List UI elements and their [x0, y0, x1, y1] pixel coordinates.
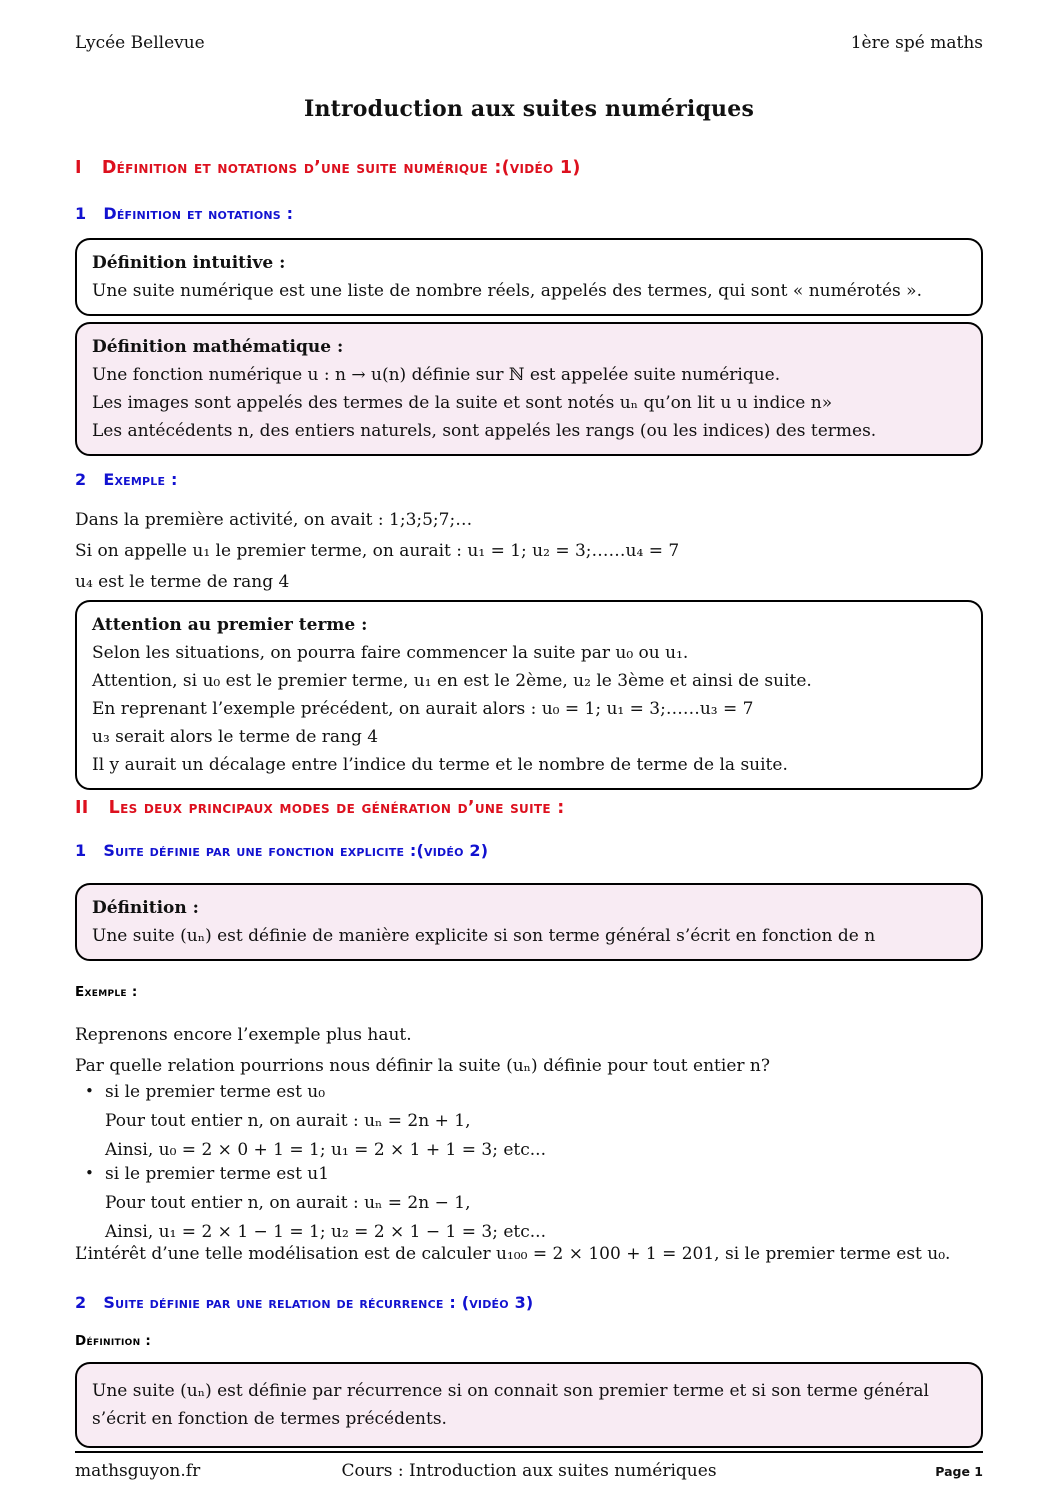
subsection-2-2-label: Suite définie par une relation de récurrence : (vidéo 3): [103, 1293, 534, 1312]
definition-intuitive-box: [75, 238, 983, 316]
footer-course-title: Cours : Introduction aux suites numériques: [341, 1461, 717, 1481]
box-line: Une suite numérique est une liste de nombre réels, appelés des termes, qui sont « numérotés ».: [92, 281, 922, 301]
document-title: Introduction aux suites numériques: [303, 96, 755, 122]
bullet-line: Pour tout entier n, on aurait : uₙ = 2n − 1,: [105, 1193, 471, 1213]
section-2-heading: [75, 798, 983, 818]
footer-site: mathsguyon.fr: [75, 1461, 201, 1481]
subsection-2-2-heading: [75, 1293, 983, 1312]
section-1-number: I: [75, 158, 82, 178]
paragraph-line: Si on appelle u₁ le premier terme, on aurait : u₁ = 1; u₂ = 3;……u₄ = 7: [75, 541, 680, 561]
box-line: u₃ serait alors le terme de rang 4: [92, 727, 379, 747]
bullet-icon: •: [85, 1082, 94, 1100]
header-class: 1ère spé maths: [850, 33, 983, 53]
page-header: [75, 33, 983, 53]
subsection-2-1-number: 1: [75, 841, 87, 860]
box-line: Les images sont appelés des termes de la suite et sont notés uₙ qu’on lit u u indice n»: [92, 393, 833, 413]
example-2-paragraph: [75, 1020, 983, 1082]
footer-page-number: Page 1: [935, 1464, 983, 1479]
bullet-line: Pour tout entier n, on aurait : uₙ = 2n + 1,: [105, 1111, 471, 1131]
box-line: En reprenant l’exemple précédent, on aurait alors : u₀ = 1; u₁ = 3;……u₃ = 7: [92, 699, 754, 719]
box-title: Définition :: [92, 898, 199, 918]
bullet-head: si le premier terme est u₀: [105, 1082, 326, 1102]
bullet-line: Ainsi, u₀ = 2 × 0 + 1 = 1; u₁ = 2 × 1 + 1 = 3; etc...: [105, 1140, 546, 1160]
attention-premier-terme-box: [75, 600, 983, 790]
footer-divider: [75, 1451, 983, 1453]
paragraph-line: Dans la première activité, on avait : 1;3;5;7;…: [75, 510, 473, 530]
box-line: Il y aurait un décalage entre l’indice du terme et le nombre de terme de la suite.: [92, 755, 788, 775]
definition-mini-heading: Définition :: [75, 1333, 152, 1349]
subsection-1-1-label: Définition et notations :: [103, 204, 294, 223]
subsection-2-1-heading: [75, 841, 983, 860]
header-school: Lycée Bellevue: [75, 33, 205, 53]
box-title: Attention au premier terme :: [92, 615, 368, 635]
bullet-item-u0: [83, 1078, 983, 1165]
box-line: Attention, si u₀ est le premier terme, u₁ en est le 2ème, u₂ le 3ème et ainsi de suite.: [92, 671, 812, 691]
page-footer: [75, 1461, 983, 1481]
definition-mathematique-box: [75, 322, 983, 456]
exemple-mini-heading: Exemple :: [75, 984, 138, 1000]
paragraph-line: u₄ est le terme de rang 4: [75, 572, 290, 592]
bullet-line: Ainsi, u₁ = 2 × 1 − 1 = 1; u₂ = 2 × 1 − 1 = 3; etc...: [105, 1222, 546, 1242]
definition-recurrence-box: [75, 1362, 983, 1448]
subsection-1-2-number: 2: [75, 470, 87, 489]
box-title: Définition intuitive :: [92, 253, 286, 273]
section-1-label: Définition et notations d’une suite numérique :(vidéo 1): [101, 158, 581, 178]
box-line: Une suite (uₙ) est définie par récurrence si on connait son premier terme et si son terme général s’écrit en fonction de termes précédents.: [92, 1381, 929, 1429]
box-line: Une fonction numérique u : n → u(n) définie sur ℕ est appelée suite numérique.: [92, 365, 781, 385]
box-line: Selon les situations, on pourra faire commencer la suite par u₀ ou u₁.: [92, 643, 689, 663]
conclusion-line: L’intérêt d’une telle modélisation est de calculer u₁₀₀ = 2 × 100 + 1 = 201, si le premier terme est u₀.: [75, 1244, 951, 1264]
bullet-head: si le premier terme est u1: [105, 1164, 330, 1184]
box-title: Définition mathématique :: [92, 337, 344, 357]
subsection-1-1-heading: [75, 204, 983, 223]
subsection-1-2-label: Exemple :: [103, 470, 178, 489]
box-line: Une suite (uₙ) est définie de manière explicite si son terme général s’écrit en fonction de n: [92, 926, 876, 946]
paragraph-line: Reprenons encore l’exemple plus haut.: [75, 1025, 412, 1045]
section-2-label: Les deux principaux modes de génération d’une suite :: [108, 798, 565, 818]
section-1-heading: [75, 158, 983, 178]
section-2-number: II: [75, 798, 89, 818]
box-line: Les antécédents n, des entiers naturels, sont appelés les rangs (ou les indices) des termes.: [92, 421, 877, 441]
example-1-paragraph: [75, 505, 983, 598]
bullet-icon: •: [85, 1164, 94, 1182]
definition-explicite-box: [75, 883, 983, 961]
subsection-1-1-number: 1: [75, 204, 87, 223]
subsection-2-2-number: 2: [75, 1293, 87, 1312]
subsection-1-2-heading: [75, 470, 983, 489]
paragraph-line: Par quelle relation pourrions nous définir la suite (uₙ) définie pour tout entier n?: [75, 1056, 770, 1076]
bullet-item-u1: [83, 1160, 983, 1247]
subsection-2-1-label: Suite définie par une fonction explicite :(vidéo 2): [103, 841, 489, 860]
